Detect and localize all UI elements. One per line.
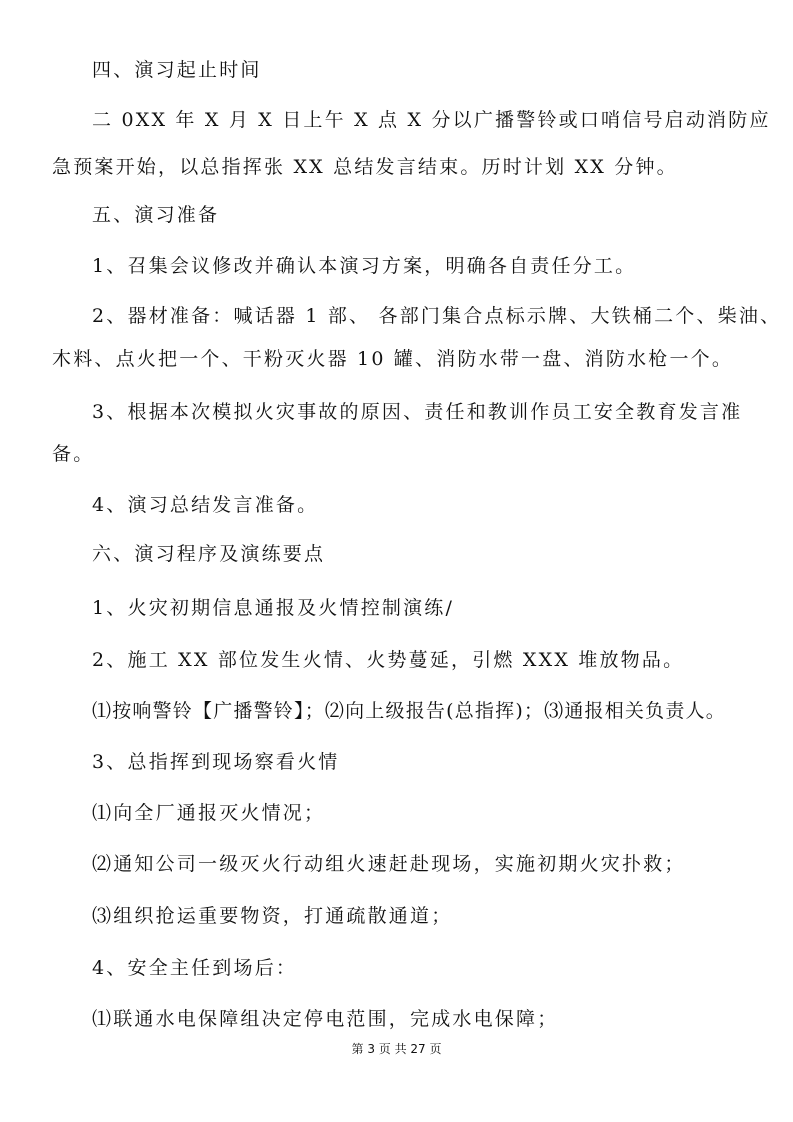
paragraph-line: 二 0XX 年 X 月 X 日上午 X 点 X 分以广播警铃或口哨信号启动消防应 (92, 109, 771, 131)
list-item: ⑴联通水电保障组决定停电范围，完成水电保障； (92, 1008, 559, 1030)
list-item: 4、安全主任到场后： (92, 957, 298, 979)
list-item: 4、演习总结发言准备。 (92, 494, 319, 516)
list-item: ⑶组织抢运重要物资，打通疏散通道； (92, 905, 453, 927)
list-item: 3、根据本次模拟火灾事故的原因、责任和教训作员工安全教育发言准 (92, 401, 743, 423)
list-item: ⑴按响警铃【广播警铃】；⑵向上级报告(总指挥)；⑶通报相关负责人。 (92, 700, 726, 722)
section-heading-4: 四、演习起止时间 (92, 59, 262, 81)
page-number: 第 3 页 共 27 页 (351, 1042, 442, 1056)
list-item: 3、总指挥到现场察看火情 (92, 751, 340, 773)
list-item: 1、召集会议修改并确认本演习方案，明确各自责任分工。 (92, 255, 637, 277)
section-heading-6: 六、演习程序及演练要点 (92, 543, 326, 565)
list-item: 2、施工 XX 部位发生火情、火势蔓延，引燃 XXX 堆放物品。 (92, 649, 685, 671)
list-item: ⑵通知公司一级灭火行动组火速赶赴现场，实施初期火灾扑救； (92, 853, 686, 875)
list-item: 1、火灾初期信息通报及火情控制演练/ (92, 597, 455, 619)
section-heading-5: 五、演习准备 (92, 204, 220, 226)
list-item: ⑴向全厂通报灭火情况； (92, 802, 326, 824)
paragraph-line: 木料、点火把一个、干粉灭火器 10 罐、消防水带一盘、消防水枪一个。 (52, 348, 734, 370)
paragraph-line: 急预案开始，以总指挥张 XX 总结发言结束。历时计划 XX 分钟。 (52, 156, 678, 178)
paragraph-line: 备。 (52, 443, 95, 465)
list-item: 2、器材准备：喊话器 1 部、 各部门集合点标示牌、大铁桶二个、柴油、 (92, 305, 782, 327)
